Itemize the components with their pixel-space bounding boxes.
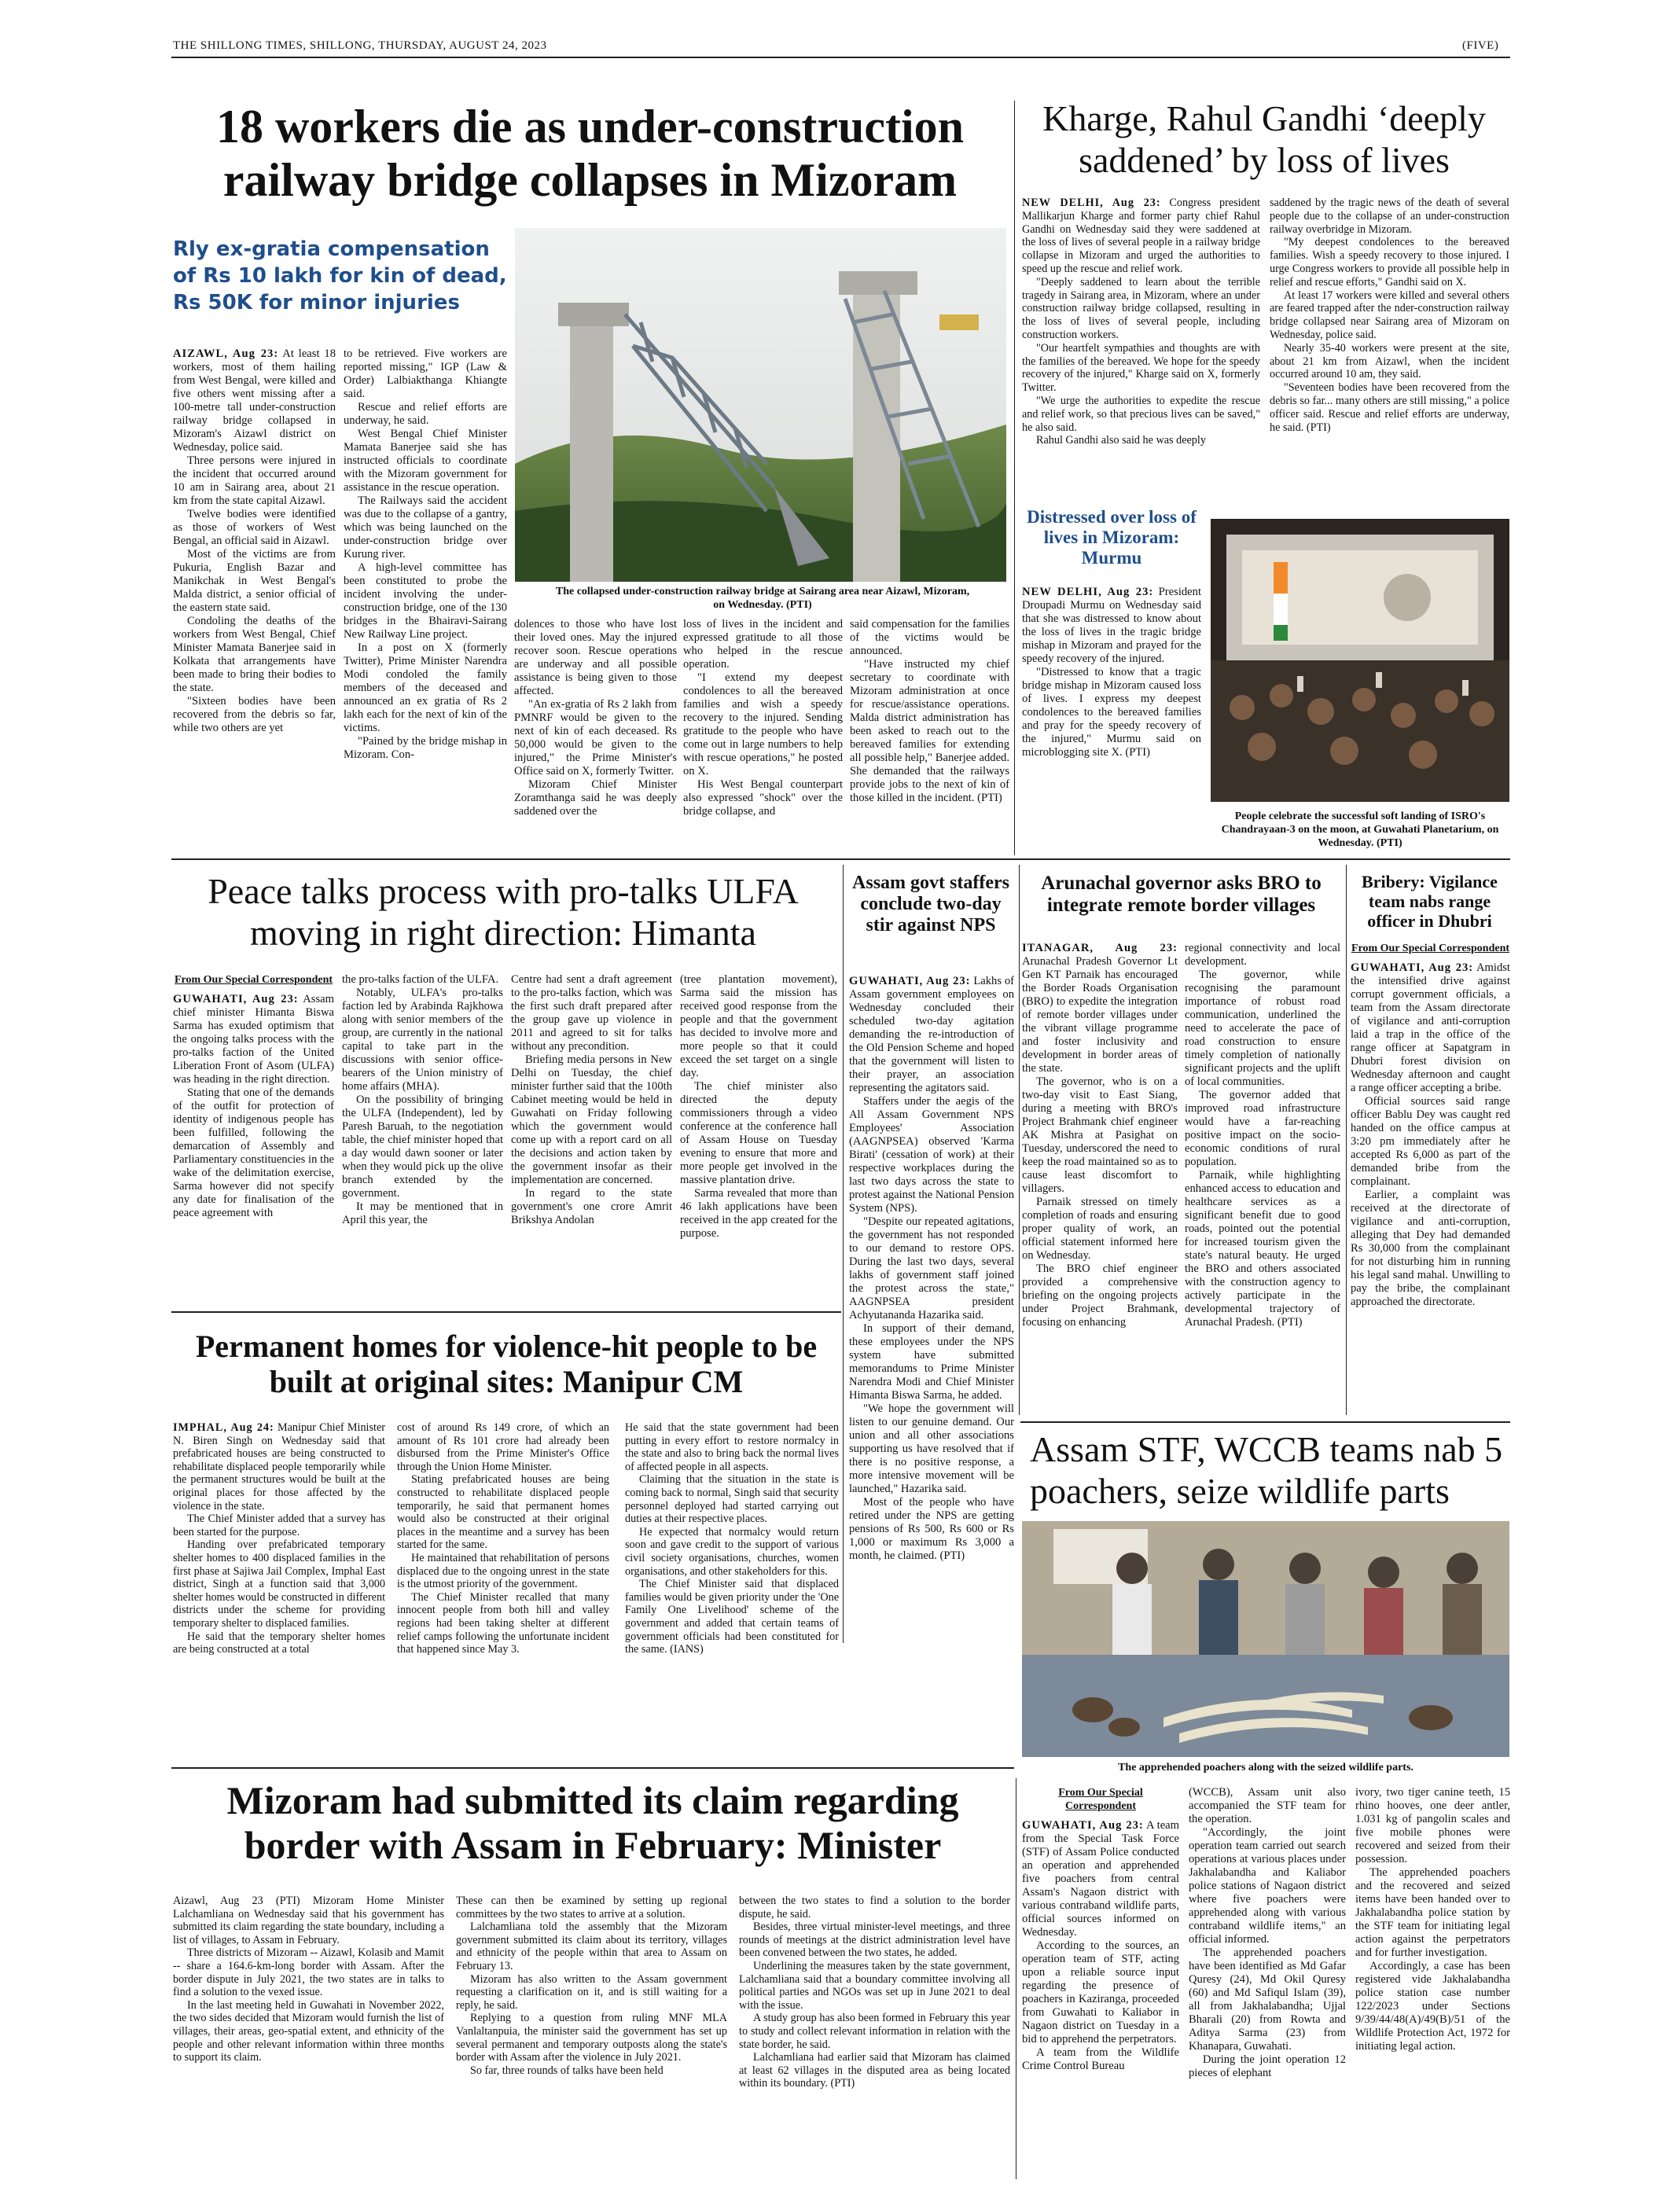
story9-col2: (WCCB), Assam unit also accompanied the STF team for the operation. "Accordingly, the joint operation team carried out search operations at various places under Jakhalabandha and Kaliabor police stations of Nagaon district where five poachers were apprehended along with various contraband wildlife items," an official informed. The apprehended poachers have been identified as Md Gafar Quresy (24), Md Okil Quresy (60) and Md Safiqul Islam (39), all from Jakhalabandha; Ujjal Bharali (20) from Rowta and Aditya Sarma (23) from Khanapara, Guwahati. During the joint operation 12 pieces of elephant bbox=[1189, 1786, 1346, 2079]
story9-caption: The apprehended poachers along with the seized wildlife parts. bbox=[1118, 1762, 1413, 1773]
story9-col3: ivory, two tiger canine teeth, 15 rhino hooves, one deer antler, 1.031 kg of pangolin scales and five mobile phones were recovered and seized from their possession. The apprehended poachers and the recovered and seized items have been handed over to Jakhalabandha police station by the STF team for initiating legal action against the perpetrators and for further investigation. Accordingly, a case has been registered vide Jakhalabandha police station case number 122/2023 under Sections 9/39/44/48(A)/49(B)/51 of the Wildlife Protection Act, 1972 for initiating legal action. bbox=[1355, 1786, 1510, 2053]
story4-col4: (tree plantation movement), Sarma said the mission has received good response from the people and that the government has decided to involve more and more people so that it could exceed the set target on a single day. The chief minister also directed the deputy commissioners through a video conference at the conference hall of Assam House on Tuesday evening to ensure that more and more people get involved in the massive plantation drive. Sarma revealed that more than 46 lakh applications have been received in the app created for the purpose. bbox=[680, 973, 837, 1240]
story1-col2: to be retrieved. Five workers are reported missing," IGP (Law & Order) Lalbiakthanga Khiangte said. Rescue and relief efforts are underway, he said. West Bengal Chief Minister Mamata Banerjee said she has instructed officials to coordinate with the Mizoram government for assistance in the rescue operation. The Railways said the accident was due to the collapse of a gantry, which was being launched on the under-construction bridge over Kurung river. A high-level committee has been constituted to probe the incident involving the under-construction bridge, one of the 130 bridges in the Bhairavi-Sairang New Railway Line project. In a post on X (formerly Twitter), Prime Minister Narendra Modi condoled the family members of the deceased and announced an ex gratia of Rs 2 lakh each for the next of kin of the victims. "Pained by the bridge mishap in Mizoram. Con- bbox=[344, 347, 507, 761]
story4-col1: From Our Special Correspondent GUWAHATI, Aug 23: Assam chief minister Himanta Biswa Sarma has exuded optimism that the ongoing talks process with the pro-talks faction of the United Liberation Front of Asom (ULFA) was heading in the right direction. Stating that one of the demands of the outfit for protection of identity of indigenous people has been fulfilled, following the demarcation of Assembly and Parliamentary constituencies in the wake of the delimitation exercise, Sarma however did not specify any date for finalisation of the peace agreement with bbox=[173, 974, 334, 1219]
page-number: (FIVE) bbox=[1462, 39, 1499, 52]
column-divider bbox=[843, 865, 844, 1643]
column-divider bbox=[1019, 865, 1020, 1415]
story7-body: From Our Special Correspondent GUWAHATI, Aug 23: Amidst the intensified drive against corrupt government officials, a team from the Assam directorate of vigilance and anti-corruption laid a trap in the office of the range officer at Sapatgram in Dhubri forest division on Wednesday afternoon and caught a range officer accepting a bribe. Official sources said range officer Bablu Dey was caught red handed on the office campus at 3:20 pm immediately after he accepted Rs 6,000 as part of the demanded bribe from the complainant. Earlier, a complaint was received at the directorate of vigilance and anti-corruption, alleging that Dey had demanded Rs 30,000 from the complainant for not disturbing him in running his legal sand mahal. Unwilling to pay the bribe, the complainant approached the directorate. bbox=[1351, 943, 1510, 1308]
story8-col3: He said that the state government had been putting in every effort to restore normalcy in the state and also to bring back the normal lives of affected people in all aspects. Claiming that the situation in the state is coming back to normal, Singh said that security personnel deployed had started carrying out duties at their respective places. He expected that normalcy would return soon and gave credit to the support of various civil society organisations, churches, women organisations, and other stakeholders for this. The Chief Minister said that displaced families would be given priority under the 'One Family One Livelihood' scheme of the government and added that certain teams of government officials had been constituted for the same. (IANS) bbox=[625, 1421, 839, 1656]
story1-subhead: Rly ex-gratia compensation of Rs 10 lakh for kin of dead, Rs 50K for minor injuries bbox=[173, 237, 507, 314]
column-divider bbox=[1346, 865, 1347, 1415]
story5-headline: Assam govt staffers conclude two-day stir against NPS bbox=[852, 873, 1009, 936]
story1-col5: said compensation for the families of the victims would be announced. "Have instructed my chief secretary to coordinate with Mizoram administration at once for rescue/assistance operations. Malda district administration has been asked to reach out to the bereaved families for extending all possible help," Banerjee added. She demanded that the railways provide jobs to the next of kin of those killed in the incident. (PTI) bbox=[850, 618, 1009, 804]
dateline: GUWAHATI, Aug 23: bbox=[1022, 1819, 1144, 1832]
story6-headline: Arunachal governor asks BRO to integrate remote border villages bbox=[1041, 873, 1322, 917]
story8-col2: cost of around Rs 149 crore, of which an amount of Rs 101 crore had already been disbursed from the Prime Minister's Office through the Union Home Minister. Stating prefabricated houses are being constructed to rehabilitate displaced people temporarily, he said that permanent homes would also be constructed at their original places in the meantime and a survey has been started for the same. He maintained that rehabilitation of persons displaced due to the ongoing unrest in the state is the utmost priority of the government. The Chief Minister recalled that many innocent people from both hill and valley regions had been taking shelter at different relief camps following the unfortunate incident that happened since May 3. bbox=[397, 1421, 609, 1656]
story10-col1: Aizawl, Aug 23 (PTI) Mizoram Home Minister Lalchamliana on Wednesday said that his government has submitted its claim regarding the state boundary, including a list of villages, to Assam in February. Three districts of Mizoram -- Aizawl, Kolasib and Mamit -- share a 164.6-km-long border with Assam. After the border dispute in July 2021, the two states are in talks to find a solution to the vexed issue. In the last meeting held in Guwahati in November 2022, the two sides decided that Mizoram would furnish the list of villages, their areas, geo-spatial extent, and ethnicity of the people and other relevant information within three months to support its claim. bbox=[173, 1895, 444, 2064]
story5-body: GUWAHATI, Aug 23: Lakhs of Assam government employees on Wednesday concluded their scheduled two-day agitation demanding the re-introduction of the Old Pension Scheme and hoped that the government will listen to their prayer, an association representing the agitators said. Staffers under the aegis of the All Assam Government NPS Employees' Association (AAGNPSEA) observed 'Karma Birati' (cessation of work) at their respective workplaces during the last two days across the state to protest against the National Pension System (NPS). "Despite our repeated agitations, the government has not responded to our demand to restore OPS. During the last two days, several lakhs of government staff joined the protest across the state," AAGNPSEA president Achyutananda Hazarika said. In support of their demand, these employees under the NPS system have submitted memorandums to Prime Minister Narendra Modi and Chief Minister Himanta Biswa Sarma, he added. "We hope the government will listen to our genuine demand. Our union and all other associations supporting us have resolved that if there is no positive response, a more intensive movement will be launched," Hazarika said. Most of the people who have retired under the NPS are getting pensions of Rs 500, Rs 600 or Rs 1,000 or maximum Rs 3,000 a month, he claimed. (PTI) bbox=[849, 975, 1015, 1562]
story8-col1: IMPHAL, Aug 24: Manipur Chief Minister N. Biren Singh on Wednesday said that prefabricated houses are being constructed to rehabilitate displaced people temporarily while the permanent structures would be built at the original places for those affected by the violence in the state. The Chief Minister added that a survey has been started for the purpose. Handing over prefabricated temporary shelter homes to 400 displaced families in the first phase at Sajiwa Jail Complex, Imphal East district, Singh at a function said that 3,000 shelter homes would be constructed in different districts under the scheme for providing temporary shelter to displaced families. He said that the temporary shelter homes are being constructed at a total bbox=[173, 1421, 386, 1656]
dateline: ITANAGAR, Aug 23: bbox=[1022, 942, 1178, 954]
story3-body: NEW DELHI, Aug 23: President Droupadi Murmu on Wednesday said that she was distressed to know about the loss of lives in the tragic bridge mishap in Mizoram and prayed for the speedy recovery of the injured. "Distressed to know that a tragic bridge mishap in Mizoram caused loss of lives. I express my deepest condolences to the bereaved families and pray for the speedy recovery of the injured," Murmu said on microblogging site X. (PTI) bbox=[1022, 586, 1201, 759]
story9-col1: From Our Special Correspondent GUWAHATI, Aug 23: A team from the Special Task Force (STF) of Assam Police conducted an operation and apprehended five poachers from central Assam's Nagaon district with various contraband wildlife parts, official sources informed on Wednesday. According to the sources, an operation team of STF, acting upon a reliable source input regarding the presence of poachers in Kaziranga, proceeded from Guwahati to Kaliabor in Nagaon district on Tuesday in a bid to apprehend the perpetrators. A team from the Wildlife Crime Control Bureau bbox=[1022, 1787, 1179, 2072]
story1-caption: The collapsed under-construction railway bridge at Sairang area near Aizawl, Mizoram, on Wednesday. (PTI) bbox=[555, 586, 970, 611]
story2-headline: Kharge, Rahul Gandhi ‘deeply saddened’ by loss of lives bbox=[1042, 98, 1486, 180]
story7-headline: Bribery: Vigilance team nabs range officer in Dhubri bbox=[1362, 872, 1498, 931]
dateline: NEW DELHI, Aug 23: bbox=[1022, 197, 1161, 209]
story4-byline: From Our Special Correspondent bbox=[174, 974, 333, 986]
story10-headline: Mizoram had submitted its claim regarding border with Assam in February: Minister bbox=[226, 1778, 959, 1867]
dateline: GUWAHATI, Aug 23: bbox=[173, 993, 299, 1005]
dateline: GUWAHATI, Aug 23: bbox=[849, 975, 971, 987]
planetarium-photo bbox=[1211, 519, 1509, 802]
story1-col4: loss of lives in the incident and expressed gratitude to all those who helped in the rescue operation. "I extend my deepest condolences to all the bereaved families and wish a speedy recovery to the injured. Sending gratitude to the people who have come out in large numbers to help with rescue operations," he posted on X. His West Bengal counterpart also expressed "shock" over the bridge collapse, and bbox=[683, 618, 843, 818]
poachers-photo bbox=[1022, 1521, 1509, 1757]
section-rule bbox=[171, 858, 1510, 860]
dateline: AIZAWL, Aug 23: bbox=[173, 347, 279, 360]
masthead-info: THE SHILLONG TIMES, SHILLONG, THURSDAY, AUGUST 24, 2023 bbox=[173, 39, 547, 52]
story4-col2: the pro-talks faction of the ULFA. Notably, ULFA's pro-talks faction led by Arabinda Rajkhowa along with senior members of the group, are currently in the national capital to take part in the discussions with senior office-bearers of the Union ministry of home affairs (MHA). On the possibility of bringing the ULFA (Independent), led by Paresh Baruah, to the negotiation table, the chief minister hoped that a day would dawn sooner or later when they would pick up the olive branch extended by the government. It may be mentioned that in April this year, the bbox=[342, 973, 503, 1226]
section-rule bbox=[171, 1767, 1014, 1769]
story2-col2: saddened by the tragic news of the death of several people due to the collapse of an under-construction railway overbridge in Mizoram. "My deepest condolences to the bereaved families. Wish a speedy recovery to those injured. I urge Congress workers to provide all possible help in relief and rescue efforts," Gandhi said on X. At least 17 workers were killed and several others are feared trapped after the nder-construction railway bridge collapsed near Sairang area of Mizoram on Wednesday, police said. Nearly 35-40 workers were present at the site, about 21 km from Aizawl, when the incident occurred around 10 am, they said. "Seventeen bodies have been recovered from the debris so far... many others are still missing," a police officer said. Rescue and relief efforts are underway, he said. (PTI) bbox=[1270, 197, 1509, 434]
dateline: IMPHAL, Aug 24: bbox=[173, 1421, 274, 1434]
story8-headline: Permanent homes for violence-hit people to be built at original sites: Manipur CM bbox=[195, 1329, 818, 1400]
story9-byline: From Our Special Correspondent bbox=[1058, 1787, 1143, 1812]
dateline: GUWAHATI, Aug 23: bbox=[1351, 961, 1474, 974]
story1-col1: AIZAWL, Aug 23: At least 18 workers, most of them hailing from West Bengal, were killed and five others went missing after a 100-metre tall under-construction railway bridge collapsed in Mizoram's Aizawl district on Wednesday, police said. Three persons were injured in the incident that occurred around 10 am in Sairang area, about 21 km from the state capital Aizawl. Twelve bodies were identified as those of workers of West Bengal, an official said in Aizawl. Most of the victims are from Pukuria, English Bazar and Manikchak in West Bengal's Malda district, a senior official of the eastern state said. Condoling the deaths of the workers from West Bengal, Chief Minister Mamata Banerjee said in Kolkata that arrangements have been made to bring their bodies to the state. "Sixteen bodies have been recovered from the debris so far, while two others are yet bbox=[173, 347, 336, 734]
story1-headline: 18 workers die as under-construction railway bridge collapses in Mizoram bbox=[215, 101, 965, 206]
story9-headline: Assam STF, WCCB teams nab 5 poachers, seize wildlife parts bbox=[1030, 1429, 1503, 1511]
column-divider bbox=[1014, 101, 1015, 855]
section-rule bbox=[1020, 1421, 1510, 1423]
story3-headline: Distressed over loss of lives in Mizoram: Murmu bbox=[1027, 507, 1197, 568]
header-rule bbox=[171, 57, 1510, 58]
dateline: NEW DELHI, Aug 23: bbox=[1022, 586, 1154, 598]
story7-byline: From Our Special Correspondent bbox=[1351, 943, 1510, 954]
bridge-collapse-photo bbox=[515, 228, 1006, 582]
story2-col1: NEW DELHI, Aug 23: Congress president Mallikarjun Kharge and former party chief Rahul Gandhi on Wednesday said they were saddened at the loss of lives of several people in a railway bridge collapse in Mizoram and urged the authorities to speed up the rescue and relief work. "Deeply saddened to learn about the terrible tragedy in Sairang area, in Mizoram, where an under construction railway bridge collapsed, resulting in the loss of lives of several people, including construction workers. "Our heartfelt sympathies and thoughts are with the families of the bereaved. We hope for the speedy recovery of the injured," Kharge said on X, formerly Twitter. "We urge the authorities to expedite the rescue and relief work, so that precious lives can be saved," he also said. Rahul Gandhi also said he was deeply bbox=[1022, 197, 1260, 447]
story10-col2: These can then be examined by setting up regional committees by the two states to arrive at a solution. Lalchamliana told the assembly that the Mizoram government submitted its claim about its territory, villages and ethnicity of the people within that area to Assam on February 13. Mizoram has also written to the Assam government requesting a clarification on it, and is still waiting for a reply, he said. Replying to a question from ruling MNF MLA Vanlaltanpuia, the minister said the government has set up several permanent and temporary outposts along the state's border with Assam after the violence in July 2021. So far, three rounds of talks have been held bbox=[456, 1895, 727, 2077]
story1-col3: dolences to those who have lost their loved ones. May the injured recover soon. Rescue operations are underway and all possible assistance is being given to those affected. "An ex-gratia of Rs 2 lakh from PMNRF would be given to the next of kin of each deceased. Rs 50,000 would be given to the injured," the Prime Minister's Office said on X, formerly Twitter. Mizoram Chief Minister Zoramthanga said he was deeply saddened over the bbox=[514, 618, 677, 818]
story10-col3: between the two states to find a solution to the border dispute, he said. Besides, three virtual minister-level meetings, and three rounds of meetings at the district administration level have been convened between the two states, he added. Underlining the measures taken by the state government, Lalchamliana said that a boundary committee involving all political parties and NGOs was set up in June 2021 to deal with the issue. A study group has also been formed in February this year to study and collect relevant information in relation with the state border, he said. Lalchamliana had earlier said that Mizoram has claimed at least 62 villages in the disputed area as being located within its boundary. (PTI) bbox=[739, 1895, 1010, 2090]
section-rule bbox=[171, 1311, 841, 1313]
story4-headline: Peace talks process with pro-talks ULFA moving in right direction: Himanta bbox=[208, 871, 799, 953]
story4-col3: Centre had sent a draft agreement to the pro-talks faction, which was the first such draft prepared after the group gave up violence in 2011 and agreed to sit for talks without any precondition. Briefing media persons in New Delhi on Tuesday, the chief minister further said that the 100th Cabinet meeting would be held in Guwahati on Friday following which the government would come up with a report card on all the decisions and action taken by the government insofar as their implementation are concerned. In regard to the state government's one crore Amrit Brikshya Andolan bbox=[511, 973, 672, 1226]
story6-col2: regional connectivity and local development. The governor, while recognising the paramount importance of robust road communication, underlined the need to accelerate the pace of road construction to ensure timely completion of nationally significant projects and the uplift of local communities. The governor added that improved road infrastructure would have a far-reaching positive impact on the socio-economic conditions of rural population. Parnaik, while highlighting enhanced access to education and healthcare services as a significant benefit due to good roads, pointed out the potential for increased tourism given the state's natural beauty. He urged the BRO and others associated with the construction agency to actively participate in the developmental trajectory of Arunachal Pradesh. (PTI) bbox=[1185, 942, 1340, 1329]
story6-col1: ITANAGAR, Aug 23: Arunachal Pradesh Governor Lt Gen KT Parnaik has encouraged the Border Roads Organisation (BRO) to expedite the integration of remote border villages under the vibrant village programme and foster inclusivity and development in border areas of the state. The governor, who is on a two-day visit to East Siang, during a meeting with BRO's Project Brahmank chief engineer AK Mishra at Pasighat on Tuesday, underscored the need to keep the road maintained so as to cause least discomfort to villagers. Parnaik stressed on timely completion of roads and ensuring proper quality of work, an official statement informed here on Wednesday. The BRO chief engineer provided a comprehensive briefing on the ongoing projects under Project Brahmank, focusing on enhancing bbox=[1022, 942, 1178, 1329]
story3-caption: People celebrate the successful soft landing of ISRO's Chandrayaan-3 on the moon, at Guwahati Planetarium, on Wednesday. (PTI) bbox=[1221, 810, 1499, 849]
